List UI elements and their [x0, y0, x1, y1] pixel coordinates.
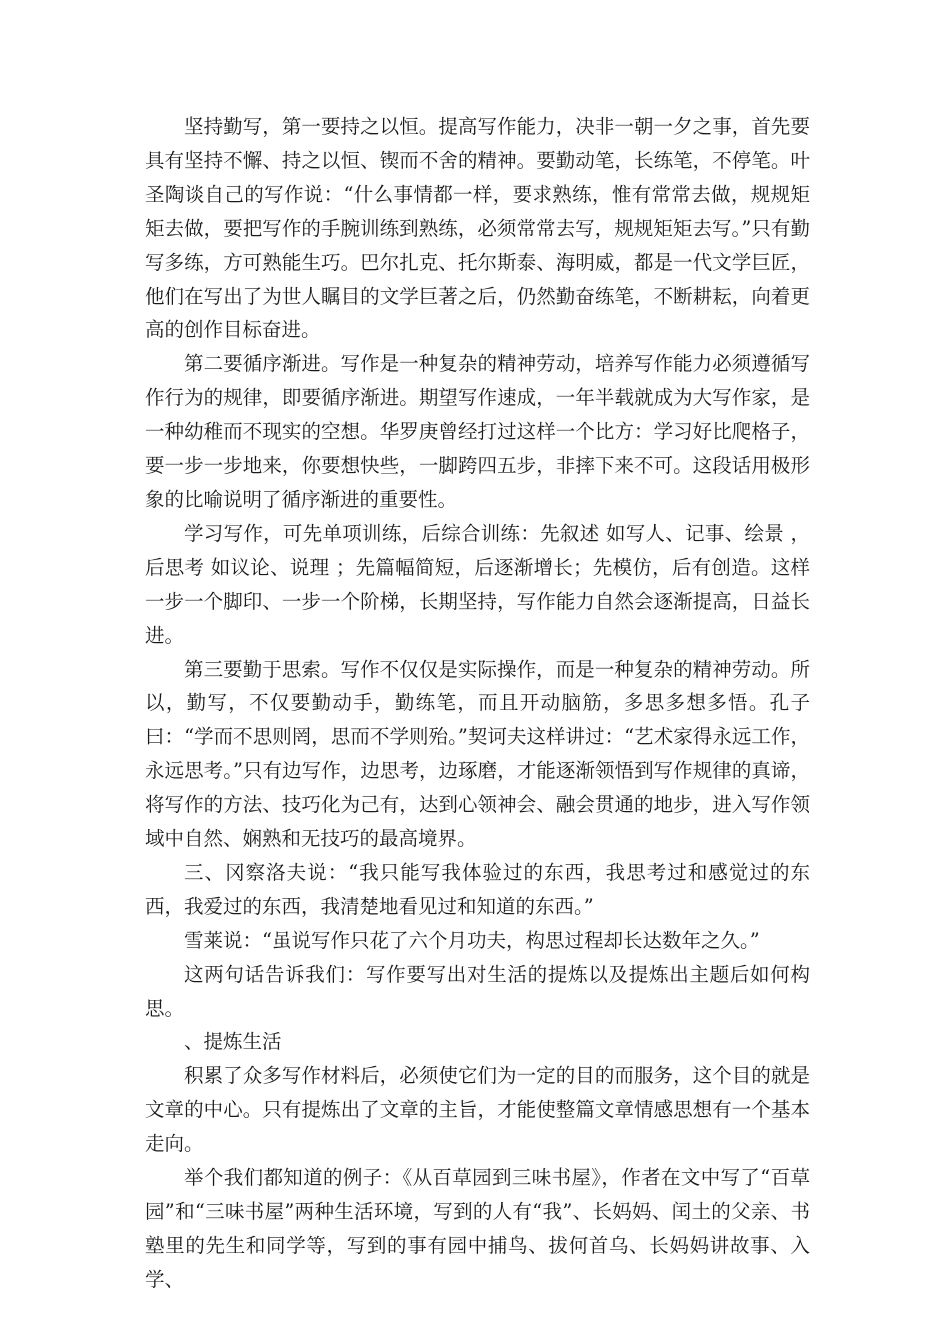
- paragraph-central-idea: 积累了众多写作材料后，必须使它们为一定的目的而服务，这个目的就是文章的中心。只有提炼出了文章的主旨，才能使整篇文章情感思想有一个基本走向。: [145, 1064, 810, 1156]
- document-body: [145, 110, 810, 1297]
- paragraph-shelley-quote: 雪莱说：“虽说写作只花了六个月功夫，构思过程却长达数年之久。”: [184, 928, 760, 952]
- paragraph-goncharov-quote: 三、冈察洛夫说：“我只能写我体验过的东西，我思考过和感觉过的东西，我爱过的东西，我清楚地看见过和知道的东西。”: [145, 860, 810, 918]
- paragraph-example: 举个我们都知道的例子：《从百草园到三味书屋》，作者在文中写了“百草园”和“三味书屋”两种生活环境，写到的人有“我”、长妈妈、闰土的父亲、书塾里的先生和同学等，写到的事有园中捕鸟、拔何首乌、长妈妈讲故事、入学、: [145, 1166, 810, 1291]
- paragraph-step-by-step: 第二要循序渐进。写作是一种复杂的精神劳动，培养写作能力必须遵循写作行为的规律，即要循序渐进。期望写作速成，一年半载就成为大写作家，是一种幼稚而不现实的空想。华罗庚曾经打过这样一个比方：学习好比爬格子，要一步一步地来，你要想快些，一脚跨四五步，非摔下来不可。这段话用极形象的比喻说明了循序渐进的重要性。: [145, 352, 810, 511]
- paragraph-persistence: 坚持勤写，第一要持之以恒。提高写作能力，决非一朝一夕之事，首先要具有坚持不懈、持之以恒、锲而不舍的精神。要勤动笔，长练笔，不停笔。叶圣陶谈自己的写作说：“什么事情都一样，要求熟练，惟有常常去做，规规矩矩去做，要把写作的手腕训练到熟练，必须常常去写，规规矩矩去写。”只有勤写多练，方可熟能生巧。巴尔扎克、托尔斯泰、海明威，都是一代文学巨匠，他们在写出了为世人瞩目的文学巨著之后，仍然勤奋练笔，不断耕耘，向着更高的创作目标奋进。: [145, 115, 810, 342]
- paragraph-training-order: 学习写作，可先单项训练，后综合训练：先叙述 如写人、记事、绘景 ，后思考 如议论、说理 ；先篇幅简短，后逐渐增长；先模仿，后有创造。这样一步一个脚印、一步一个阶梯，长期坚持，写作能力自然会逐渐提高，日益长进。: [145, 521, 810, 647]
- paragraph-quotes-summary: 这两句话告诉我们：写作要写出对生活的提炼以及提炼出主题后如何构思。: [145, 962, 810, 1020]
- section-heading-refine-life: 、提炼生活: [184, 1030, 282, 1054]
- paragraph-thinking: 第三要勤于思索。写作不仅仅是实际操作，而是一种复杂的精神劳动。所以，勤写，不仅要勤动手，勤练笔，而且开动脑筋，多思多想多悟。孔子曰：“学而不思则罔，思而不学则殆。”契诃夫这样讲过：“艺术家得永远工作，永远思考。”只有边写作，边思考，边琢磨，才能逐渐领悟到写作规律的真谛，将写作的方法、技巧化为己有，达到心领神会、融会贯通的地步，进入写作领域中自然、娴熟和无技巧的最高境界。: [145, 657, 810, 851]
